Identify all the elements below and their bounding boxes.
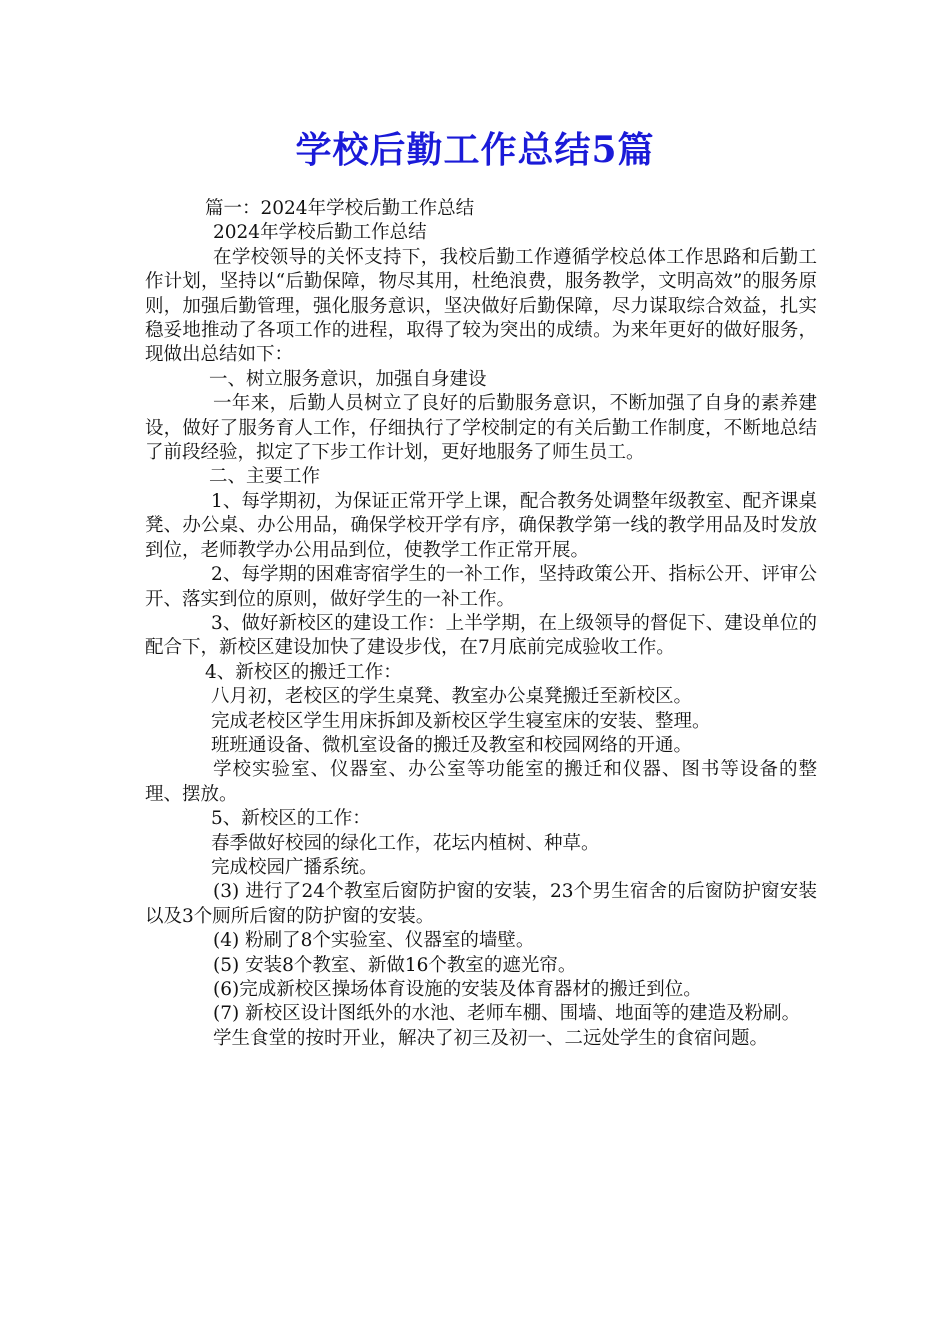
paragraph: 4、新校区的搬迁工作：: [205, 661, 402, 683]
paragraph: 在学校领导的关怀支持下，我校后勤工作遵循学校总体工作思路和后勤工作计划，坚持以“后勤保障，物尽其用，杜绝浪费，服务教学，文明高效”的服务原则，加强后勤管理，强化服务意识，坚决做好后勤保障，尽力谋取综合效益，扎实稳妥地推动了各项工作的进程，取得了较为突出的成绩。为来年更好的做好服务，现做出总结如下：: [145, 246, 817, 366]
paragraph: 春季做好校园的绿化工作，花坛内植树、种草。: [211, 832, 600, 854]
paragraph: 2、每学期的困难寄宿学生的一补工作，坚持政策公开、指标公开、评审公开、落实到位的原则，做好学生的一补工作。: [145, 564, 817, 610]
paragraph: 一年来，后勤人员树立了良好的后勤服务意识，不断加强了自身的素养建设，做好了服务育人工作，仔细执行了学校制定的有关后勤工作制度，不断地总结了前段经验，拟定了下步工作计划，更好地服务了师生员工。: [145, 393, 817, 464]
paragraph: 完成老校区学生用床拆卸及新校区学生寝室床的安装、整理。: [211, 710, 711, 732]
paragraph: 学校实验室、仪器室、办公室等功能室的搬迁和仪器、图书等设备的整理、摆放。: [145, 759, 817, 805]
paragraph: (4) 粉刷了8个实验室、仪器室的墙壁。: [213, 930, 535, 952]
paragraph: (5) 安装8个教室、新做16个教室的遮光帘。: [213, 954, 577, 976]
paragraph: (7) 新校区设计图纸外的水池、老师车棚、围墙、地面等的建造及粉刷。: [213, 1003, 801, 1025]
heading-one: 一、树立服务意识，加强自身建设: [209, 368, 487, 390]
document-title: 学校后勤工作总结5篇: [295, 129, 655, 171]
paragraph: 完成校园广播系统。: [211, 856, 378, 878]
heading-two: 二、主要工作: [209, 466, 321, 488]
document-body: [145, 197, 817, 1051]
paragraph: 八月初，老校区的学生桌凳、教室办公桌凳搬迁至新校区。: [211, 686, 693, 708]
paragraph: 学生食堂的按时开业，解决了初三及初一、二远处学生的食宿问题。: [213, 1027, 769, 1049]
paragraph: (3) 进行了24个教室后窗防护窗的安装，23个男生宿舍的后窗防护窗安装以及3个厕所后窗的防护窗的安装。: [145, 881, 817, 927]
paragraph: (6)完成新校区操场体育设施的安装及体育器材的搬迁到位。: [213, 979, 702, 1000]
paragraph: 1、每学期初，为保证正常开学上课，配合教务处调整年级教室、配齐课桌凳、办公桌、办公用品，确保学校开学有序，确保教学第一线的教学用品及时发放到位，老师教学办公用品到位，使教学工作正常开展。: [145, 490, 817, 561]
paragraph: 5、新校区的工作：: [211, 808, 371, 830]
subtitle: 2024年学校后勤工作总结: [213, 222, 427, 244]
section-heading: 篇一：2024年学校后勤工作总结: [205, 198, 475, 219]
paragraph: 3、做好新校区的建设工作：上半学期，在上级领导的督促下、建设单位的配合下，新校区建设加快了建设步伐，在7月底前完成验收工作。: [145, 612, 817, 659]
paragraph: 班班通设备、微机室设备的搬迁及教室和校园网络的开通。: [211, 734, 693, 756]
